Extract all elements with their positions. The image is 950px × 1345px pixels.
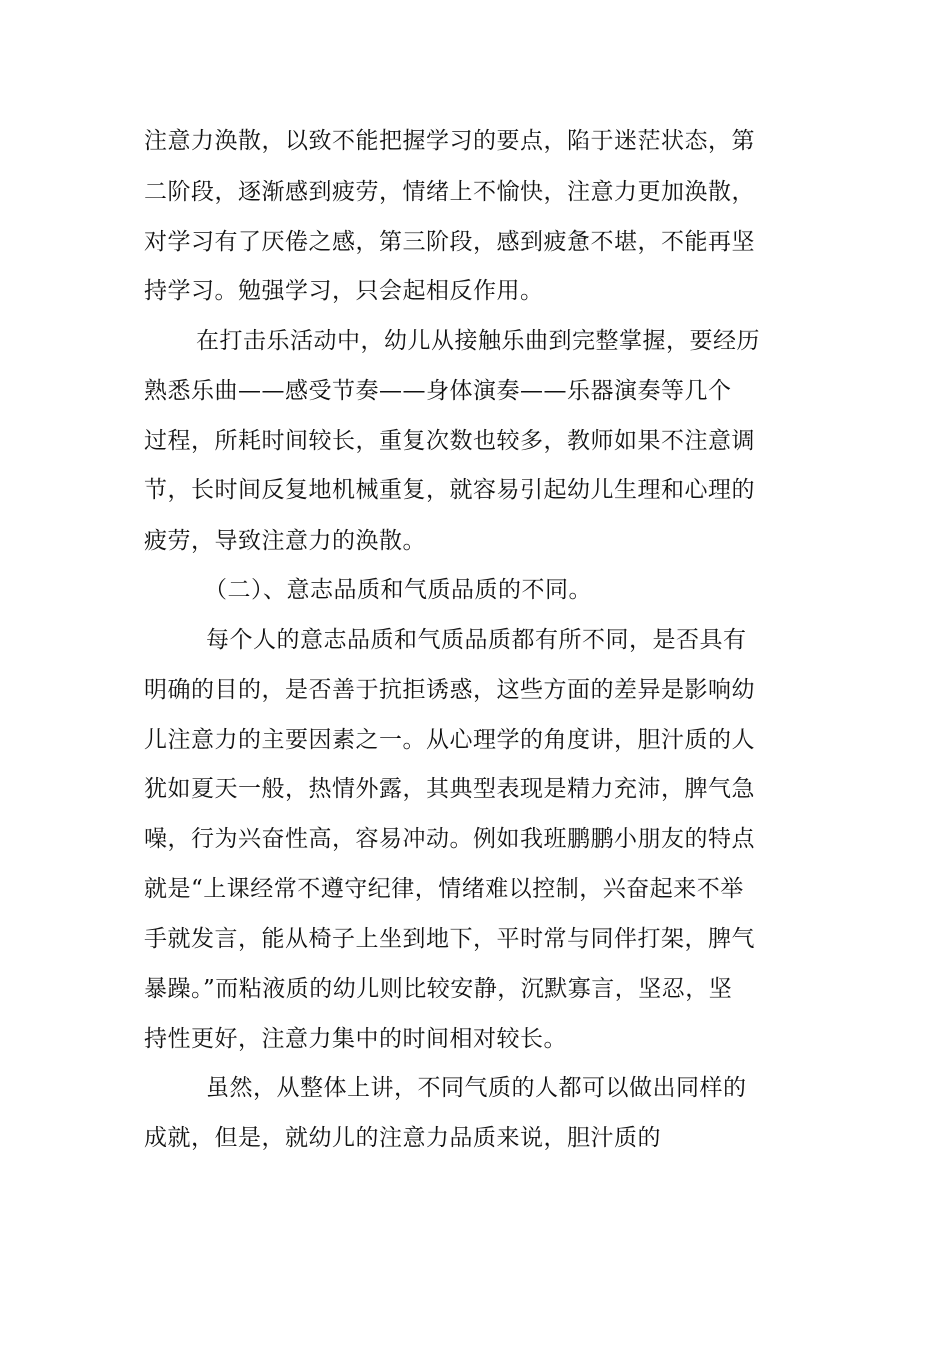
text-line: 手就发言，能从椅子上坐到地下，平时常与同伴打架，脾气 bbox=[144, 926, 755, 952]
text-line: 每个人的意志品质和气质品质都有所不同，是否具有 bbox=[206, 627, 747, 653]
text-line: 成就，但是，就幼儿的注意力品质来说，胆汁质的 bbox=[144, 1125, 661, 1151]
text-line: 过程，所耗时间较长，重复次数也较多，教师如果不注意调 bbox=[144, 428, 755, 454]
text-line: 噪，行为兴奋性高，容易冲动。例如我班鹏鹏小朋友的特点 bbox=[144, 826, 755, 852]
text-line: 持性更好，注意力集中的时间相对较长。 bbox=[144, 1026, 567, 1052]
text-line: 注意力涣散，以致不能把握学习的要点，陷于迷茫状态，第 bbox=[144, 128, 755, 154]
text-line: 儿注意力的主要因素之一。从心理学的角度讲，胆汁质的人 bbox=[144, 727, 755, 753]
text-line: 就是“上课经常不遵守纪律，情绪难以控制，兴奋起来不举 bbox=[144, 876, 744, 902]
section-heading: （二）、意志品质和气质品质的不同。 bbox=[204, 577, 592, 603]
text-line: 虽然，从整体上讲，不同气质的人都可以做出同样的 bbox=[206, 1075, 747, 1101]
text-line: 熟悉乐曲——感受节奏——身体演奏——乐器演奏等几个 bbox=[144, 378, 732, 404]
text-line: 二阶段，逐渐感到疲劳，情绪上不愉快，注意力更加涣散， bbox=[144, 179, 755, 205]
text-line: 暴躁。”而粘液质的幼儿则比较安静，沉默寡言，坚忍，坚 bbox=[144, 976, 733, 1002]
text-line: 疲劳，导致注意力的涣散。 bbox=[144, 528, 426, 554]
text-line: 犹如夏天一般，热情外露，其典型表现是精力充沛，脾气急 bbox=[144, 776, 755, 802]
text-line: 在打击乐活动中，幼儿从接触乐曲到完整掌握，要经历 bbox=[196, 328, 760, 354]
text-line: 明确的目的，是否善于抗拒诱惑，这些方面的差异是影响幼 bbox=[144, 677, 755, 703]
text-line: 持学习。勉强学习，只会起相反作用。 bbox=[144, 278, 544, 304]
text-line: 节，长时间反复地机械重复，就容易引起幼儿生理和心理的 bbox=[144, 477, 755, 503]
text-line: 对学习有了厌倦之感，第三阶段，感到疲惫不堪，不能再坚 bbox=[144, 229, 755, 255]
